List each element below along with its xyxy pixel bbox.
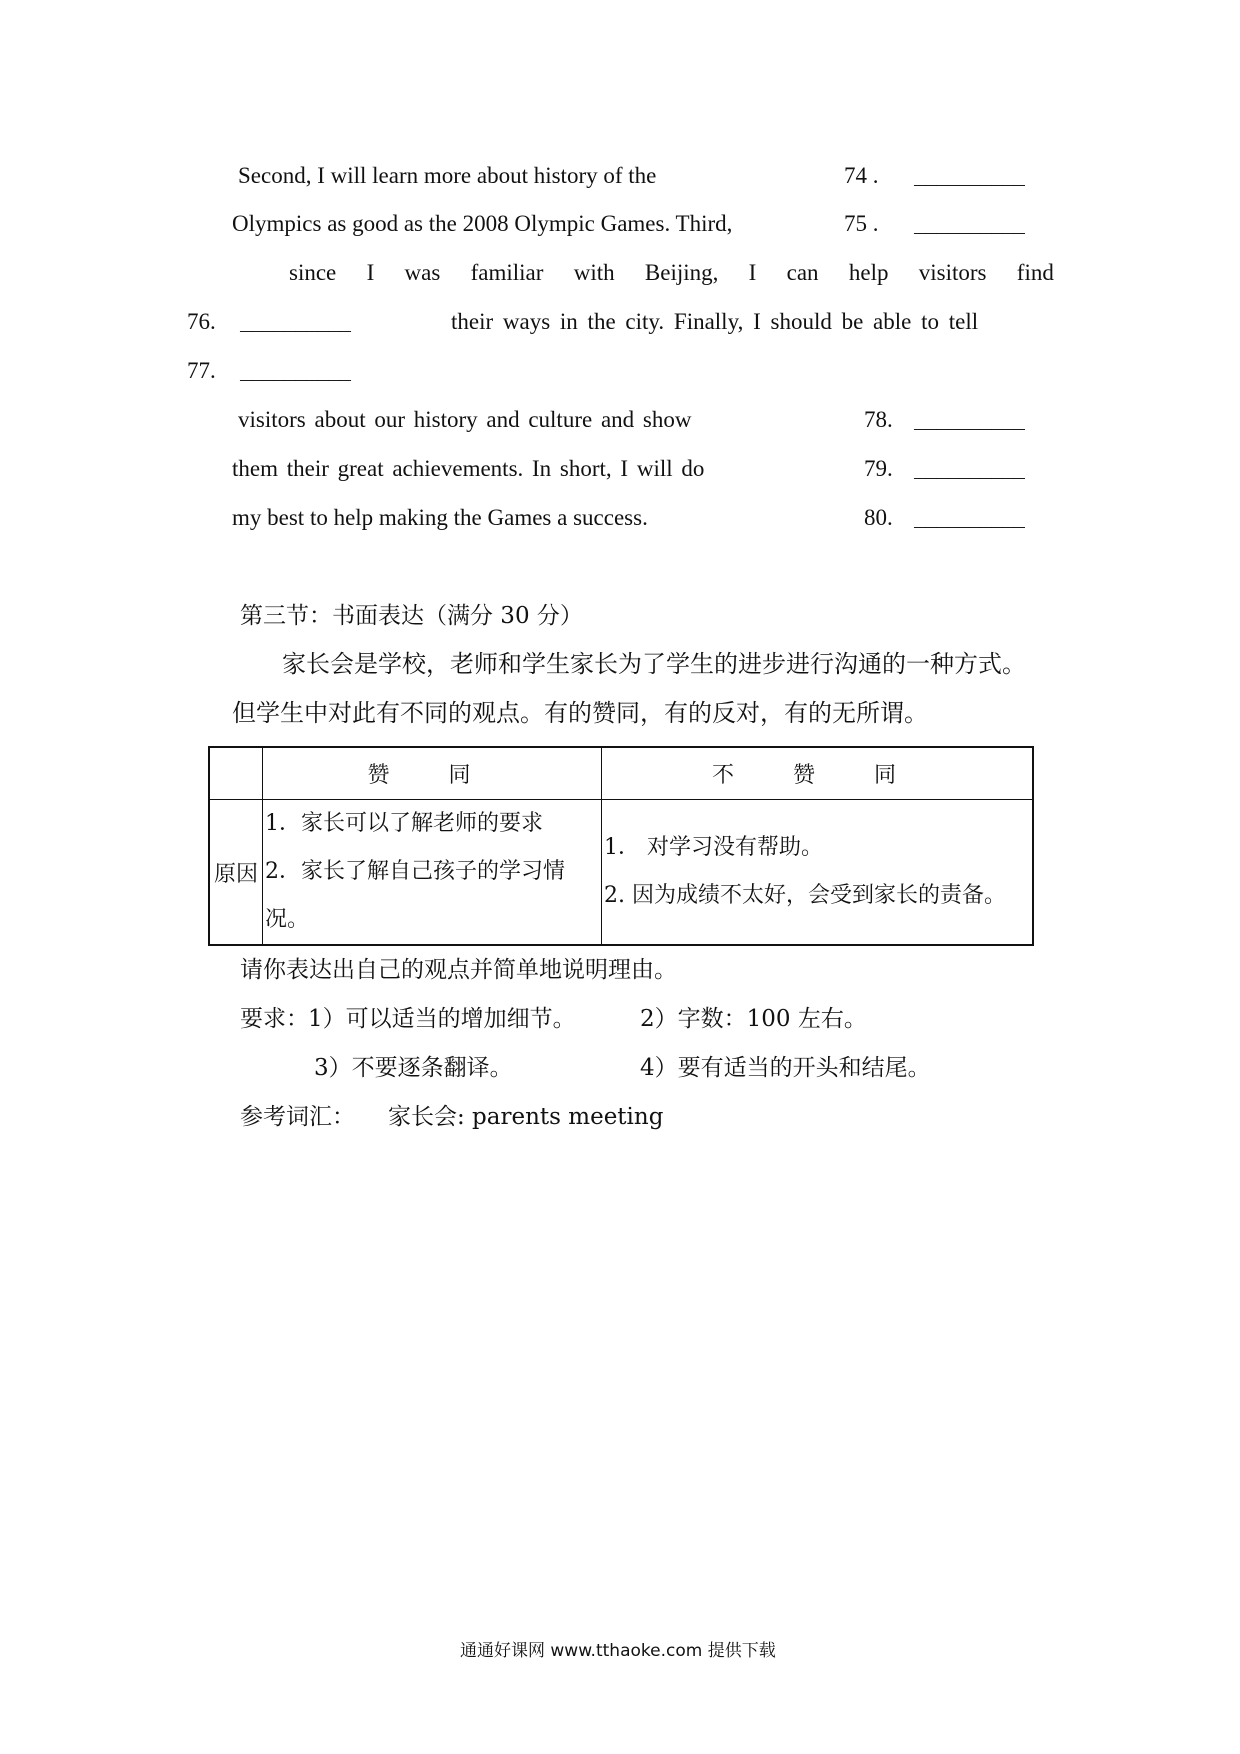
question-number-77: 77.: [187, 358, 216, 383]
passage-line-3-word: find: [1016, 260, 1054, 285]
passage-line-3-word: with: [573, 260, 615, 285]
requirement-3: 3）不要逐条翻译。: [314, 1055, 513, 1081]
question-number-79: 79.: [864, 456, 893, 481]
answer-blank-78[interactable]: __________: [914, 412, 1025, 435]
passage-line-3-word: help: [848, 260, 889, 285]
answer-blank-74[interactable]: __________: [914, 168, 1025, 191]
passage-line-4: their ways in the city. Finally, I should be able to tell: [451, 309, 979, 334]
agree-reason-2: 2．家长了解自己孩子的学习情: [265, 859, 565, 884]
passage-line-1: Second, I will learn more about history of the: [238, 163, 657, 188]
passage-line-3-word: I: [748, 260, 757, 285]
passage-line-2: Olympics as good as the 2008 Olympic Games. Third,: [232, 211, 733, 236]
vocab-label: 参考词汇：: [240, 1104, 355, 1130]
agree-reason-2-cont: 况。: [265, 907, 310, 932]
page-footer: 通通好课网 www.tthaoke.com 提供下载: [460, 1641, 776, 1661]
agree-reason-1: 1．家长可以了解老师的要求: [265, 811, 543, 836]
table-cell-disagree-reasons: [602, 800, 1034, 946]
vocab-entry: 家长会: parents meeting: [388, 1104, 664, 1130]
passage-line-3-word: can: [786, 260, 819, 285]
passage-line-3-word: since: [289, 260, 337, 285]
question-number-76: 76.: [187, 309, 216, 334]
requirement-2: 2）字数：100 左右。: [640, 1006, 867, 1032]
passage-line-3-word: Beijing,: [644, 260, 719, 285]
requirement-4: 4）要有适当的开头和结尾。: [640, 1055, 931, 1081]
question-number-80: 80.: [864, 505, 893, 530]
passage-line-8: my best to help making the Games a success.: [232, 505, 648, 530]
passage-line-7: them their great achievements. In short, I will do: [232, 456, 705, 481]
section-heading: 第三节：书面表达（满分 30 分）: [240, 603, 583, 629]
passage-line-3-word: was: [404, 260, 441, 285]
question-number-75: 75 .: [844, 211, 879, 236]
table-header-agree: 赞 同: [263, 747, 602, 800]
question-number-74: 74 .: [844, 163, 879, 188]
table-header-disagree: 不 赞 同: [602, 747, 1034, 800]
table-corner-cell: [209, 747, 263, 800]
disagree-reason-1: 1． 对学习没有帮助。: [604, 835, 823, 860]
passage-line-3-word: I: [366, 260, 375, 285]
table-cell-agree-reasons: [263, 800, 602, 946]
intro-line-2: 但学生中对此有不同的观点。有的赞同，有的反对，有的无所谓。: [232, 699, 928, 727]
writing-prompt: 请你表达出自己的观点并简单地说明理由。: [240, 957, 677, 983]
table-row-label: 原因: [209, 800, 263, 946]
answer-blank-75[interactable]: __________: [914, 216, 1025, 239]
requirements-label: 要求：: [240, 1006, 309, 1032]
answer-blank-79[interactable]: __________: [914, 461, 1025, 484]
passage-line-3: [289, 258, 1054, 288]
passage-line-3-word: visitors: [918, 260, 987, 285]
answer-blank-80[interactable]: __________: [914, 510, 1025, 533]
disagree-reason-2: 2. 因为成绩不太好，会受到家长的责备。: [604, 883, 1006, 908]
intro-line-1: 家长会是学校，老师和学生家长为了学生的进步进行沟通的一种方式。: [282, 650, 1026, 678]
passage-line-3-word: familiar: [470, 260, 544, 285]
passage-line-6: visitors about our history and culture and show: [238, 407, 692, 432]
question-number-78: 78.: [864, 407, 893, 432]
answer-blank-77[interactable]: __________: [240, 363, 351, 386]
opinion-table: [208, 746, 1034, 946]
requirement-1: 1）可以适当的增加细节。: [308, 1006, 576, 1032]
answer-blank-76[interactable]: __________: [240, 314, 351, 337]
